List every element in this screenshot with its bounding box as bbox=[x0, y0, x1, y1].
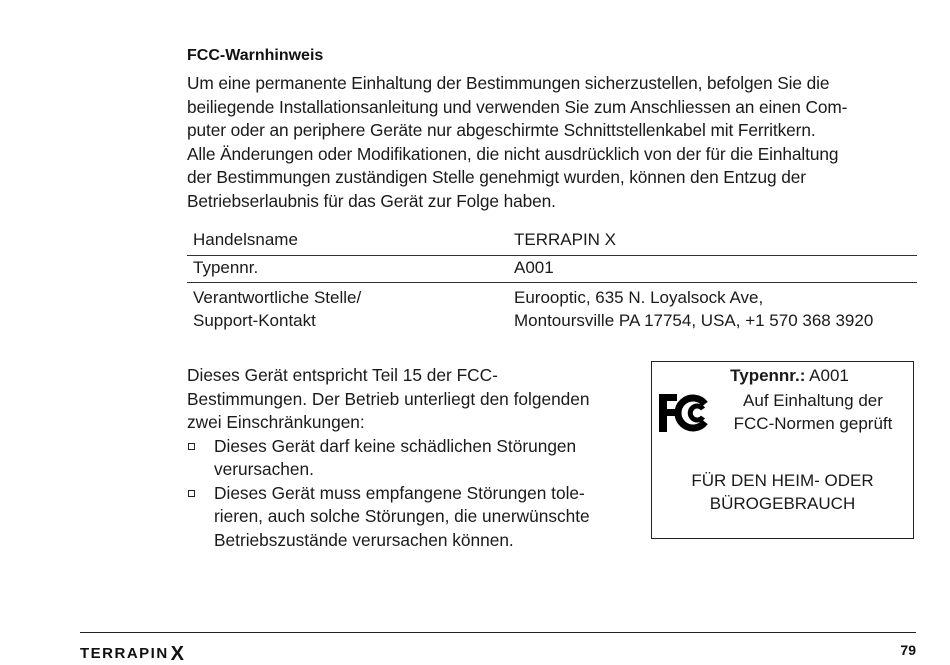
fcc-tested-line: FCC-Normen geprüft bbox=[733, 414, 893, 433]
brand-logo bbox=[80, 641, 184, 664]
intro-line: puter oder an periphere Geräte nur abgeschirmte Schnittstellenkabel mit Ferritkern. bbox=[187, 120, 816, 141]
intro-line: beiliegende Installationsanleitung und verwenden Sie zum Anschliessen an einen Com- bbox=[187, 96, 848, 117]
paragraph-line: Bestimmungen. Der Betrieb unterliegt den folgenden bbox=[187, 388, 590, 409]
fcc-tested-text bbox=[718, 389, 908, 435]
row-value-line: Eurooptic, 635 N. Loyalsock Ave, bbox=[514, 288, 764, 307]
fcc-tested-line: Auf Einhaltung der bbox=[743, 391, 883, 410]
intro-line: Um eine permanente Einhaltung der Bestimmungen sicherzustellen, befolgen Sie die bbox=[187, 73, 830, 93]
fcc-type-label: Typennr.: bbox=[730, 366, 806, 385]
bullet-square-icon bbox=[188, 490, 195, 497]
list-item-line: Dieses Gerät darf keine schädlichen Störungen bbox=[214, 435, 577, 456]
fcc-home-line: BÜROGEBRAUCH bbox=[709, 494, 856, 513]
row-label bbox=[187, 283, 514, 333]
compliance-paragraph bbox=[187, 364, 637, 435]
row-value: A001 bbox=[514, 256, 917, 283]
section-heading: FCC-Warnhinweis bbox=[187, 47, 324, 64]
intro-line: Alle Änderungen oder Modifikationen, die nicht ausdrücklich von der für die Einhaltung bbox=[187, 143, 839, 164]
fcc-type-value: A001 bbox=[809, 366, 849, 385]
intro-paragraph bbox=[187, 72, 912, 214]
list-item-line: rieren, auch solche Störungen, die unerwünschte bbox=[214, 506, 590, 526]
page-number: 79 bbox=[900, 642, 916, 658]
table-row bbox=[187, 256, 917, 283]
list-item-line: Betriebszustände verursachen können. bbox=[214, 529, 514, 550]
list-item-line: Dieses Gerät muss empfangene Störungen tole- bbox=[214, 482, 585, 503]
row-value-line: Montoursville PA 17754, USA, +1 570 368 3920 bbox=[514, 311, 874, 330]
paragraph-line: Dieses Gerät entspricht Teil 15 der FCC- bbox=[187, 365, 498, 385]
list-item-line: verursachen. bbox=[214, 459, 314, 479]
fcc-compliance-label bbox=[651, 361, 914, 539]
list-item bbox=[187, 435, 637, 482]
row-label-line: Support-Kontakt bbox=[193, 311, 316, 330]
row-value bbox=[514, 283, 917, 333]
table-row bbox=[187, 283, 917, 333]
row-label-line: Verantwortliche Stelle/ bbox=[193, 288, 362, 307]
table-row bbox=[187, 228, 917, 256]
intro-line: der Bestimmungen zuständigen Stelle genehmigt wurden, können den Entzug der bbox=[187, 167, 806, 188]
spec-table bbox=[187, 228, 917, 332]
row-value: TERRAPIN X bbox=[514, 230, 617, 249]
fcc-logo-icon bbox=[657, 392, 715, 434]
conditions-list bbox=[187, 435, 637, 553]
paragraph-line: zwei Einschränkungen: bbox=[187, 412, 365, 432]
fcc-type-number bbox=[652, 366, 913, 386]
footer-divider bbox=[80, 632, 916, 633]
fcc-home-office-text bbox=[652, 469, 913, 515]
row-label: Handelsname bbox=[193, 230, 298, 249]
brand-x: X bbox=[170, 643, 185, 665]
brand-name: TERRAPIN bbox=[80, 645, 169, 662]
fcc-home-line: FÜR DEN HEIM- ODER bbox=[691, 471, 874, 490]
row-label: Typennr. bbox=[187, 256, 514, 283]
list-item bbox=[187, 482, 637, 553]
bullet-square-icon bbox=[188, 443, 195, 450]
intro-line: Betriebserlaubnis für das Gerät zur Folge haben. bbox=[187, 190, 556, 211]
compliance-statement bbox=[187, 364, 637, 552]
